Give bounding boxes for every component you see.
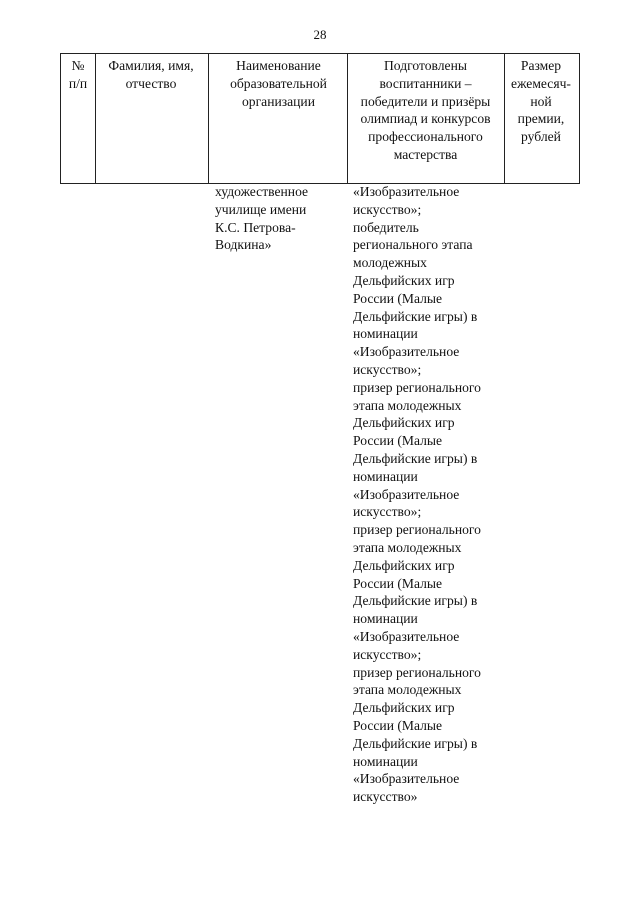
- header-bonus: Размер ежемесяч- ной премии, рублей: [511, 58, 571, 145]
- header-achievements: Подготовлены воспитанники – победители и призёры олимпиад и конкурсов профессионального мастерства: [360, 58, 491, 162]
- header-full-name: Фамилия, имя, отчество: [108, 58, 194, 91]
- table-border-left: [60, 53, 61, 183]
- header-number: № п/п: [68, 58, 88, 91]
- page-number: 28: [313, 27, 327, 42]
- row-organization: художественное училище имени К.С. Петрова- Водкина»: [215, 184, 309, 253]
- row-achievements: «Изобразительное искусство»; победитель регионального этапа молодежных Дельфийских игр России (Малые Дельфийские игры) в номинации «Изобразительное искусство»; призер регионального этапа молодежных Дельфийских игр России (Малые Дельфийские игры) в номинации «Изобразительное искусство»; призер регионального этапа молодежных Дельфийских игр России (Малые Дельфийские игры) в номинации «Изобразительное искусство»; призер регионального этапа молодежных Дельфийских игр России (Малые Дельфийские игры) в номинации «Изобразительное искусство»: [353, 184, 481, 805]
- table-border-col2: [208, 53, 209, 183]
- table-top-border: [60, 53, 580, 54]
- table-border-right: [579, 53, 580, 183]
- header-organization: Наименование образовательной организации: [230, 58, 327, 109]
